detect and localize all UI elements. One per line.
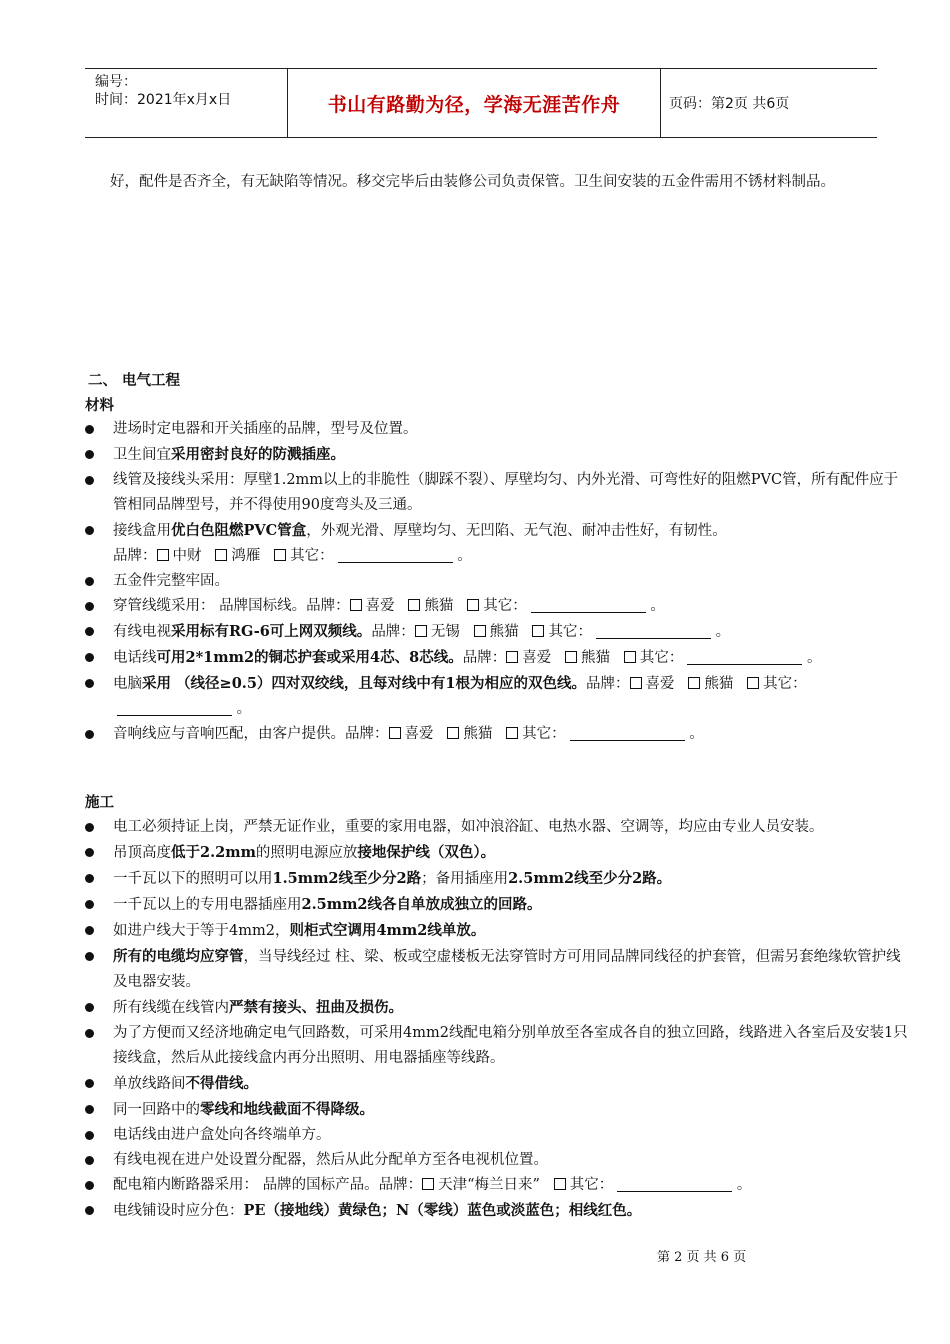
blank-line[interactable]	[338, 548, 453, 563]
list-item: 单放线路间不得借线。	[85, 1071, 910, 1097]
bullet-icon	[85, 425, 94, 434]
header-page-cell	[661, 69, 877, 137]
bullet-icon	[85, 1105, 94, 1114]
list-item: 有线电视在进户处设置分配器，然后从此分配单方至各电视机位置。	[85, 1148, 910, 1173]
checkbox[interactable]	[408, 599, 420, 611]
list-item: 有线电视采用标有RG-6可上网双频线。品牌： 无锡 熊猫 其它： 。	[85, 619, 910, 645]
checkbox[interactable]	[688, 677, 700, 689]
list-item: 一千瓦以下的照明可以用1.5mm2线至少分2路；备用插座用2.5mm2线至少分2路。	[85, 866, 910, 892]
bullet-icon	[85, 577, 94, 586]
bullet-icon	[85, 653, 94, 662]
checkbox[interactable]	[415, 625, 427, 637]
list-item: 音响线应与音响匹配，由客户提供。品牌： 喜爱 熊猫 其它： 。	[85, 722, 910, 747]
header-motto-cell	[287, 69, 661, 137]
list-item: 五金件完整牢固。	[85, 569, 910, 594]
checkbox[interactable]	[532, 625, 544, 637]
list-item: 如进户线大于等于4mm2，则柜式空调用4mm2线单放。	[85, 918, 910, 944]
list-item: 同一回路中的零线和地线截面不得降级。	[85, 1097, 910, 1123]
list-item: 吊顶高度低于2.2mm的照明电源应放接地保护线（双色）。	[85, 840, 910, 866]
blank-line[interactable]	[687, 650, 802, 665]
header-motto: 书山有路勤为径，学海无涯苦作舟	[327, 93, 621, 116]
checkbox[interactable]	[350, 599, 362, 611]
list-item: 电话线由进户盒处向各终端单方。	[85, 1123, 910, 1148]
document-number: 编号：	[95, 74, 137, 90]
construction-title: 施工	[85, 794, 114, 811]
blank-line[interactable]	[596, 624, 711, 639]
bullet-icon	[85, 1181, 94, 1190]
list-item: 配电箱内断路器采用： 品牌的国标产品。品牌： 天津“梅兰日来” 其它： 。	[85, 1173, 910, 1198]
bullet-icon	[85, 602, 94, 611]
checkbox[interactable]	[389, 727, 401, 739]
bullet-icon	[85, 679, 94, 688]
bullet-icon	[85, 900, 94, 909]
blank-line[interactable]	[117, 701, 232, 716]
checkbox[interactable]	[157, 549, 169, 561]
checkbox[interactable]	[474, 625, 486, 637]
bullet-icon	[85, 926, 94, 935]
document-header	[85, 68, 877, 138]
bullet-icon	[85, 1079, 94, 1088]
bullet-icon	[85, 730, 94, 739]
bullet-icon	[85, 450, 94, 459]
brand-options: 品牌： 中财 鸿雁 其它： 。	[113, 548, 472, 564]
list-item: 进场时定电器和开关插座的品牌，型号及位置。	[85, 417, 910, 442]
list-item: 电话线可用2*1mm2的铜芯护套或采用4芯、8芯线。品牌： 喜爱 熊猫 其它： 。	[85, 645, 910, 671]
list-item: 卫生间宜采用密封良好的防溅插座。	[85, 442, 910, 468]
bullet-icon	[85, 1156, 94, 1165]
list-item: 接线盒用优白色阻燃PVC管盒，外观光滑、厚壁均匀、无凹陷、无气泡、耐冲击性好，有韧性。 品牌： 中财 鸿雁 其它： 。	[85, 518, 910, 569]
bullet-icon	[85, 1003, 94, 1012]
list-item: 电线铺设时应分色：PE（接地线）黄绿色；N（零线）蓝色或淡蓝色；相线红色。	[85, 1198, 910, 1224]
checkbox[interactable]	[447, 727, 459, 739]
list-item: 穿管线缆采用： 品牌国标线。品牌： 喜爱 熊猫 其它： 。	[85, 594, 910, 619]
bullet-icon	[85, 874, 94, 883]
checkbox[interactable]	[630, 677, 642, 689]
checkbox[interactable]	[422, 1178, 434, 1190]
checkbox[interactable]	[747, 677, 759, 689]
list-item: 所有线缆在线管内严禁有接头、扭曲及损伤。	[85, 995, 910, 1021]
checkbox[interactable]	[274, 549, 286, 561]
blank-line[interactable]	[617, 1177, 732, 1192]
blank-line[interactable]	[531, 598, 646, 613]
checkbox[interactable]	[565, 651, 577, 663]
list-item: 电脑采用 （线径≥0.5）四对双绞线，且每对线中有1根为相应的双色线。品牌： 喜爱 熊猫 其它： 。	[85, 671, 910, 722]
bullet-icon	[85, 848, 94, 857]
header-meta-cell	[85, 69, 285, 137]
checkbox[interactable]	[215, 549, 227, 561]
bullet-icon	[85, 1131, 94, 1140]
page-footer: 第 2 页 共 6 页	[657, 1250, 747, 1265]
document-time: 时间：2021年x月x日	[95, 92, 232, 108]
bullet-icon	[85, 526, 94, 535]
bullet-icon	[85, 476, 94, 485]
bullet-icon	[85, 1206, 94, 1215]
intro-paragraph: 好，配件是否齐全，有无缺陷等情况。移交完毕后由装修公司负责保管。卫生间安装的五金件需用不锈材料制品。	[110, 174, 835, 190]
construction-list	[85, 815, 910, 1224]
checkbox[interactable]	[506, 651, 518, 663]
materials-list	[85, 417, 910, 747]
bullet-icon	[85, 952, 94, 961]
checkbox[interactable]	[467, 599, 479, 611]
list-item: 所有的电缆均应穿管，当导线经过 柱、梁、板或空虚楼板无法穿管时方可用同品牌同线径的护套管，但需另套绝缘软管护线及电器安装。	[85, 944, 910, 995]
list-item: 线管及接线头采用：厚壁1.2mm以上的非脆性（脚踩不裂）、厚壁均匀、内外光滑、可弯性好的阻燃PVC管，所有配件应于管相同品牌型号，并不得使用90度弯头及三通。	[85, 468, 910, 518]
bullet-icon	[85, 823, 94, 832]
section-title: 二、 电气工程	[88, 372, 181, 389]
materials-title: 材料	[85, 397, 114, 414]
bullet-icon	[85, 627, 94, 636]
list-item: 一千瓦以上的专用电器插座用2.5mm2线各自单放成独立的回路。	[85, 892, 910, 918]
blank-line[interactable]	[570, 726, 685, 741]
bullet-icon	[85, 1029, 94, 1038]
checkbox[interactable]	[506, 727, 518, 739]
checkbox[interactable]	[624, 651, 636, 663]
list-item: 为了方便而又经济地确定电气回路数，可采用4mm2线配电箱分别单放至各室成各自的独立回路，线路进入各室后及安装1只接线盒，然后从此接线盒内再分出照明、用电器插座等线路。	[85, 1021, 910, 1071]
header-page-number: 页码：第2页 共6页	[669, 96, 790, 112]
list-item: 电工必须持证上岗，严禁无证作业，重要的家用电器，如冲浪浴缸、电热水器、空调等，均应由专业人员安装。	[85, 815, 910, 840]
checkbox[interactable]	[554, 1178, 566, 1190]
